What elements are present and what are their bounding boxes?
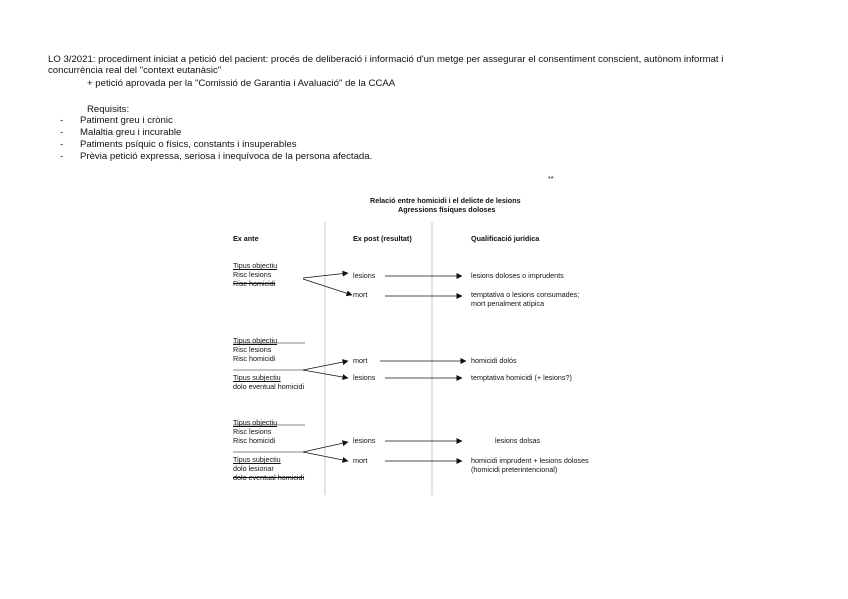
requirements-heading: Requisits: (87, 104, 130, 115)
column-header-ex-ante: Ex ante (233, 234, 259, 243)
block3-ante-subj-2: dolo eventual homicidi (233, 473, 305, 482)
block2-post-0: mort (353, 356, 368, 365)
block3-ante-obj-2: Risc homicidi (233, 436, 276, 445)
block3-qual-2: (homicidi preterintencional) (471, 465, 558, 474)
block2-ante-subj-0: Tipus subjectiu (233, 373, 281, 382)
arrow (303, 273, 348, 278)
bullet-dash: - (60, 115, 64, 126)
block3-ante-obj-0: Tipus objectiu (233, 418, 278, 427)
requirement-item: Malaltia greu i incurable (80, 127, 182, 138)
block2-qual-1: temptativa homicidi (+ lesions?) (471, 373, 572, 382)
column-header-ex-post: Ex post (resultat) (353, 234, 412, 243)
intro-line-1: LO 3/2021: procediment iniciat a petició del pacient: procés de deliberació i informació d'un metge per assegurar el consentiment conscient, autònom informat i (48, 54, 724, 65)
block2-qual-0: homicidi dolós (471, 356, 517, 365)
bullet-dash: - (60, 139, 64, 150)
intro-line-3: + petició aprovada per la "Comissió de Garantia i Avaluació" de la CCAA (87, 78, 396, 89)
arrow (303, 370, 348, 378)
block3-ante-subj-1: dolo lesionar (233, 464, 274, 473)
bullet-dash: - (60, 127, 64, 138)
arrow (303, 452, 348, 461)
block1-qual-1: temptativa o lesions consumades; (471, 290, 580, 299)
block3-qual-1: homicidi imprudent + lesions doloses (471, 456, 589, 465)
note-marker: ** (548, 174, 554, 183)
block2-ante-subj-1: dolo eventual homicidi (233, 382, 305, 391)
block1-qual-0: lesions doloses o imprudents (471, 271, 564, 280)
block2-post-1: lesions (353, 373, 376, 382)
requirement-item: Patiment greu i crònic (80, 115, 173, 126)
block2-ante-obj-2: Risc homicidi (233, 354, 276, 363)
block2-ante-obj-1: Risc lesions (233, 345, 272, 354)
block1-ante-0: Tipus objectiu (233, 261, 278, 270)
block3-ante-subj-0: Tipus subjectiu (233, 455, 281, 464)
arrow (303, 279, 352, 295)
diagram-title: Relació entre homicidi i el delicte de lesions (370, 196, 521, 205)
block2-ante-obj-0: Tipus objectiu (233, 336, 278, 345)
column-header-qualification: Qualificació jurídica (471, 234, 540, 243)
block1-ante-2: Risc homicidi (233, 279, 276, 288)
arrow (303, 442, 348, 452)
requirement-item: Prèvia petició expressa, seriosa i inequívoca de la persona afectada. (80, 151, 373, 162)
bullet-dash: - (60, 151, 64, 162)
block1-post-0: lesions (353, 271, 376, 280)
diagram-subtitle: Agressions físiques doloses (398, 205, 496, 214)
block3-post-1: mort (353, 456, 368, 465)
block1-post-1: mort (353, 290, 368, 299)
arrow (303, 361, 348, 370)
block1-ante-1: Risc lesions (233, 270, 272, 279)
block3-post-0: lesions (353, 436, 376, 445)
block3-ante-obj-1: Risc lesions (233, 427, 272, 436)
block3-qual-0: lesions dolsas (495, 436, 541, 445)
intro-line-2: concurrència real del "context eutanàsic" (48, 65, 222, 76)
block1-qual-2: mort penalment atípica (471, 299, 545, 308)
requirement-item: Patiments psíquic o físics, constants i insuperables (80, 139, 297, 150)
